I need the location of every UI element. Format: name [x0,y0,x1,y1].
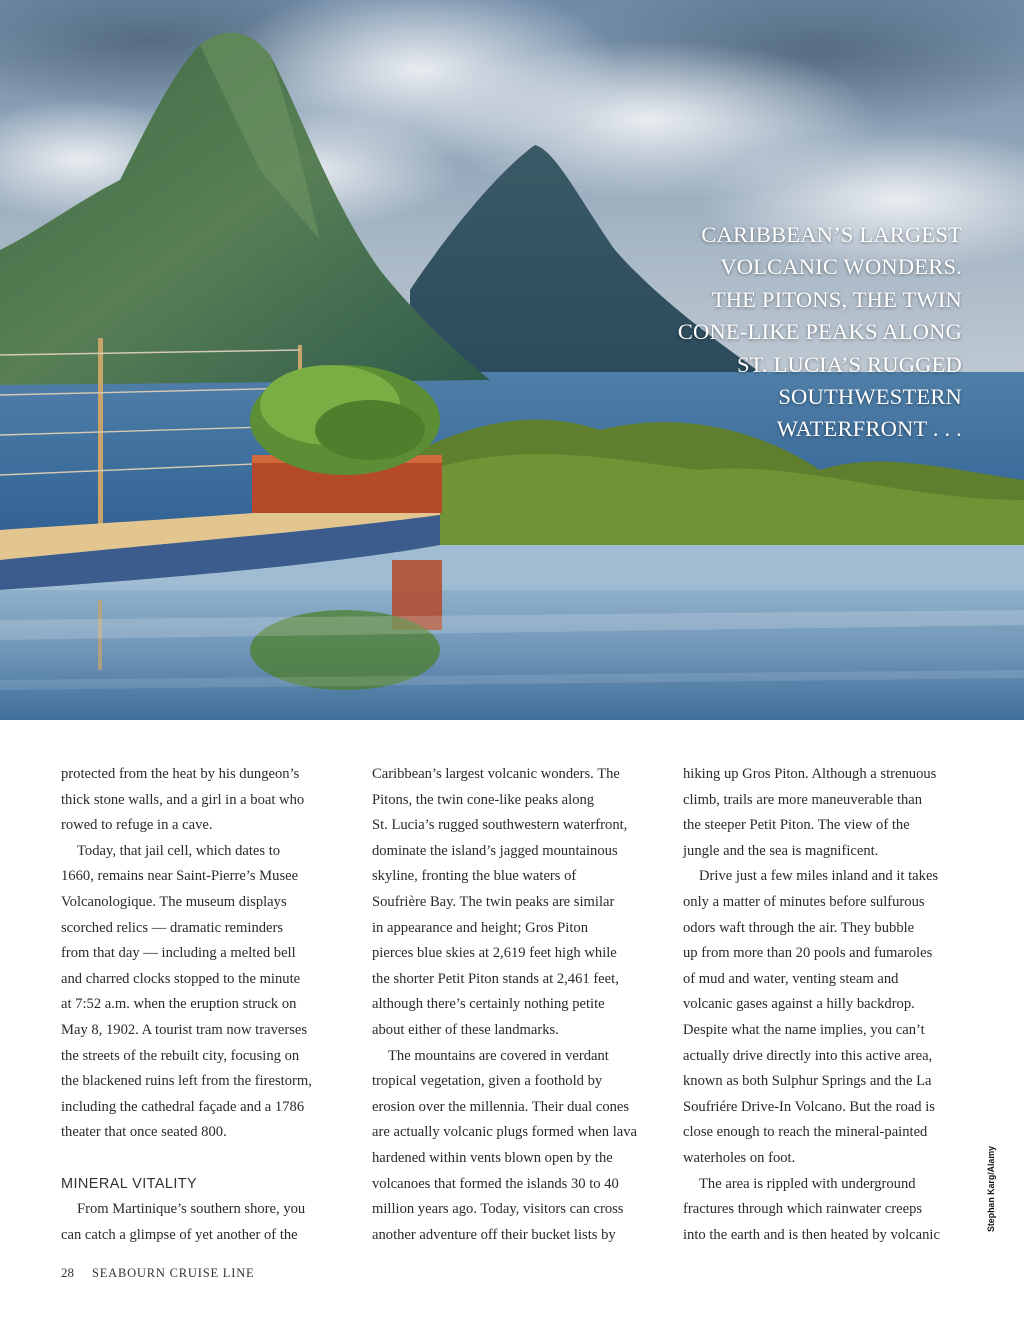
text-line: Despite what the name implies, you can’t [683,1021,925,1038]
text-line: million years ago. Today, visitors can cross [372,1201,624,1218]
text-line: rowed to refuge in a cave. [61,817,213,834]
pull-quote [632,219,962,446]
publication-name: SEABOURN CRUISE LINE [91,1266,255,1280]
text-line: pierces blue skies at 2,619 feet high while [372,945,617,962]
pull-quote-line: SOUTHWESTERN [778,384,962,410]
text-line: and charred clocks stopped to the minute [61,970,301,987]
text-line: in appearance and height; Gros Piton [372,919,589,936]
text-line: theater that once seated 800. [61,1124,227,1141]
text-line: actually drive directly into this active area, [683,1047,933,1064]
text-line: the shorter Petit Piton stands at 2,461 feet, [372,970,619,987]
text-line: hardened within vents blown open by the [372,1149,613,1166]
text-line: about either of these landmarks. [372,1021,559,1038]
text-line: odors waft through the air. They bubble [683,919,915,936]
text-line: 1660, remains near Saint-Pierre’s Musee [61,868,299,885]
text-line: St. Lucia’s rugged southwestern waterfront, [372,817,628,834]
pull-quote-line: CARIBBEAN’S LARGEST [701,222,962,247]
text-line: close enough to reach the mineral-painted [683,1124,928,1141]
text-line: can catch a glimpse of yet another of the [61,1226,298,1243]
pull-quote-line: WATERFRONT . . . [776,416,962,442]
photo-credit: Stephan Karg/Alamy [986,1145,996,1232]
text-line: From Martinique’s southern shore, you [77,1201,306,1218]
text-line: volcanoes that formed the islands 30 to 40 [372,1175,619,1192]
page-number: 28 [61,1265,74,1280]
text-line: hiking up Gros Piton. Although a strenuous [683,766,937,782]
text-line: tropical vegetation, given a foothold by [372,1073,603,1090]
text-line: erosion over the millennia. Their dual cones [372,1098,630,1115]
pull-quote-line: CONE-LIKE PEAKS ALONG [677,319,962,345]
text-line: The mountains are covered in verdant [388,1047,609,1064]
text-line: from that day — including a melted bell [61,945,296,962]
text-line: of mud and water, venting steam and [683,970,899,987]
text-line: fractures through which rainwater creeps [683,1201,923,1218]
text-line: scorched relics — dramatic reminders [61,919,284,936]
text-line: waterholes on foot. [683,1149,796,1166]
column-3 [683,762,983,1248]
text-line: another adventure off their bucket lists by [372,1226,616,1243]
text-line: the streets of the rebuilt city, focusing on [61,1047,300,1064]
text-line: Drive just a few miles inland and it takes [699,868,939,885]
text-line: Caribbean’s largest volcanic wonders. The [372,766,620,782]
text-line: only a matter of minutes before sulfurous [683,893,925,910]
text-line: Soufrière Bay. The twin peaks are similar [372,893,615,910]
text-line: into the earth and is then heated by volcanic [683,1226,940,1243]
pull-quote-line: ST. LUCIA’S RUGGED [736,351,962,377]
text-line: including the cathedral façade and a 1786 [61,1098,305,1115]
text-line: May 8, 1902. A tourist tram now traverses [61,1021,308,1038]
text-line: Today, that jail cell, which dates to [77,842,281,859]
text-line: the blackened ruins left from the firestorm, [61,1073,312,1090]
column-1 [61,762,361,1248]
text-line: The area is rippled with underground [699,1175,916,1192]
column-2 [372,762,672,1248]
text-line: skyline, fronting the blue waters of [372,868,577,885]
text-line: volcanic gases against a hilly backdrop. [683,996,915,1013]
text-line: known as both Sulphur Springs and the La [683,1073,932,1090]
pull-quote-line: VOLCANIC WONDERS. [720,254,962,280]
text-line: Pitons, the twin cone-like peaks along [372,791,595,808]
text-line: Volcanologique. The museum displays [61,893,287,910]
text-line: thick stone walls, and a girl in a boat who [61,791,305,808]
text-line: Soufriére Drive-In Volcano. But the road is [683,1098,935,1115]
text-line: dominate the island’s jagged mountainous [372,842,618,859]
text-line: protected from the heat by his dungeon’s [61,766,300,782]
section-subhead: MINERAL VITALITY [61,1175,198,1192]
text-line: are actually volcanic plugs formed when lava [372,1124,638,1141]
text-line: up from more than 20 pools and fumaroles [683,945,933,962]
text-line: although there’s certainly nothing petite [372,996,605,1013]
text-line: jungle and the sea is magnificent. [683,842,879,859]
text-line: the steeper Petit Piton. The view of the [683,817,910,834]
spacer [61,1146,361,1172]
text-line: at 7:52 a.m. when the eruption struck on [61,996,297,1013]
text-line: climb, trails are more maneuverable than [683,791,923,808]
pull-quote-line: THE PITONS, THE TWIN [711,286,962,312]
page-footer [61,1265,254,1281]
